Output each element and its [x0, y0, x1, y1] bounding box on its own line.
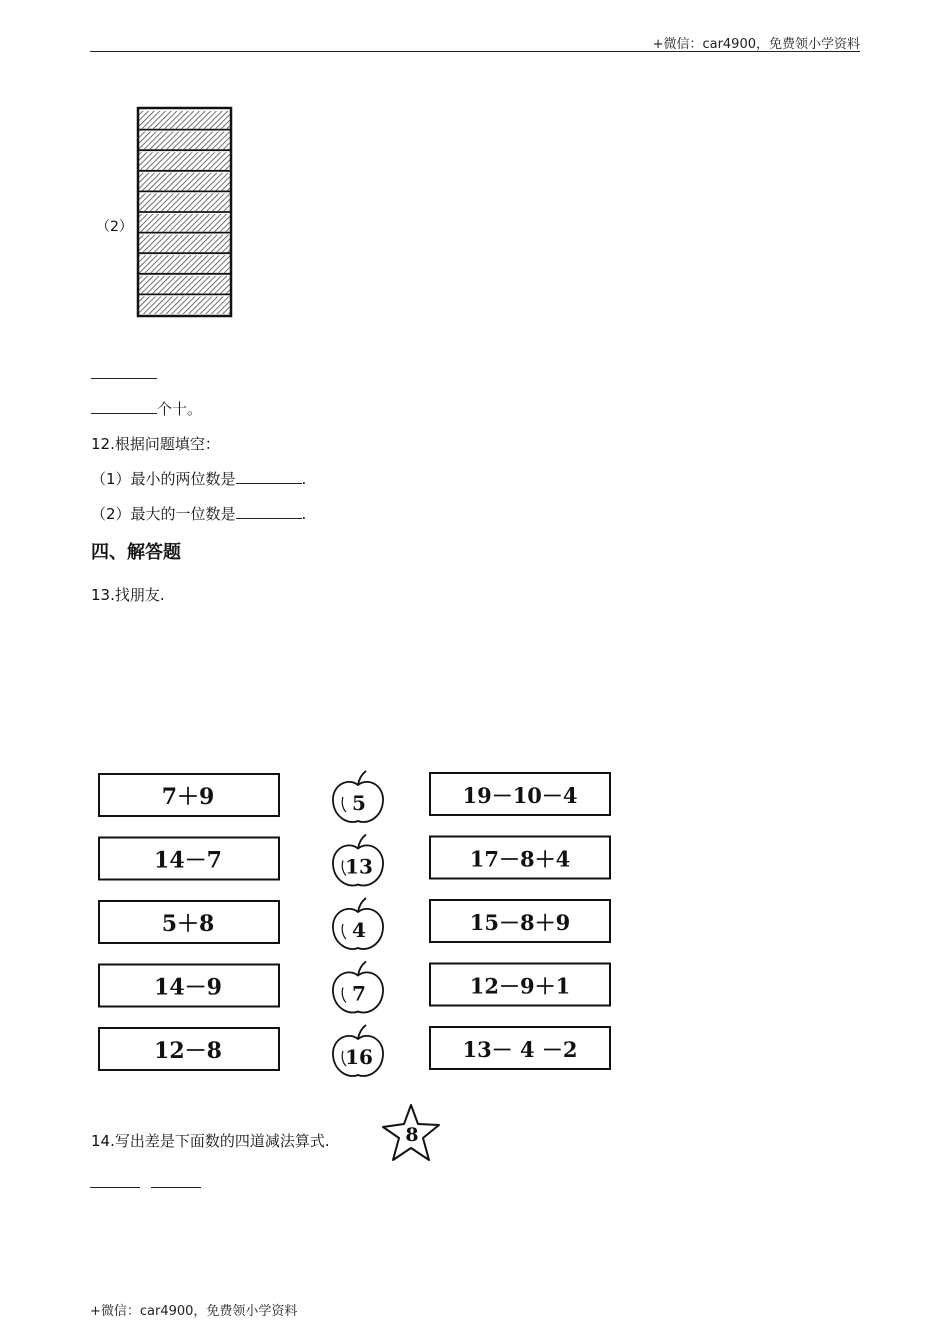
left-expression: 14－9 — [154, 974, 222, 1001]
ten-strips-figure — [136, 106, 236, 320]
star-figure — [378, 1102, 444, 1168]
match-row-1 — [99, 771, 610, 822]
apple-number: 13 — [345, 854, 373, 879]
q12-blank-1[interactable] — [236, 469, 302, 484]
strip-8 — [139, 255, 230, 273]
left-expression: 5＋8 — [161, 911, 215, 937]
match-row-5 — [99, 1025, 610, 1076]
header-note: +微信：car4900，免费领小学资料 — [652, 37, 860, 52]
q14-blank-1[interactable] — [90, 1187, 140, 1188]
q12-item-1: （1）最小的两位数是 . — [91, 470, 307, 488]
answer-blank-2[interactable] — [91, 399, 157, 414]
strip-4 — [139, 173, 230, 191]
star-number: 8 — [405, 1124, 419, 1146]
q13-title: 13.找朋友. — [91, 586, 165, 604]
strip-6 — [139, 214, 230, 232]
matching-figure — [96, 766, 616, 1080]
match-row-3 — [99, 898, 610, 949]
match-row-2 — [99, 835, 610, 886]
strip-5 — [139, 193, 230, 211]
right-expression: 13－ 4 －2 — [462, 1037, 578, 1062]
answer-line-tens: 个十。 — [91, 398, 202, 419]
section-title: 四、解答题 — [91, 542, 181, 563]
apple-number: 4 — [352, 918, 366, 942]
figure-2-label: （2） — [96, 219, 133, 235]
q14-blank-2[interactable] — [151, 1187, 201, 1188]
strip-3 — [139, 152, 230, 170]
header-divider — [90, 51, 860, 52]
apple-number: 5 — [352, 791, 366, 815]
left-expression: 12－8 — [154, 1038, 222, 1064]
strip-7 — [139, 235, 230, 253]
strip-9 — [139, 276, 230, 294]
strip-10 — [139, 296, 230, 314]
right-expression: 19－10－4 — [462, 783, 578, 808]
apple-number: 7 — [352, 981, 366, 1006]
match-row-4 — [99, 962, 610, 1013]
left-expression: 7＋9 — [161, 784, 215, 810]
q12-blank-2[interactable] — [236, 504, 302, 519]
q12-item-2: （2）最大的一位数是 . — [91, 505, 307, 523]
footer-note: +微信：car4900，免费领小学资料 — [90, 1304, 298, 1319]
right-expression: 12－9＋1 — [469, 973, 571, 999]
strip-2 — [139, 132, 230, 150]
apple-number: 16 — [345, 1045, 373, 1069]
left-expression: 14－7 — [154, 847, 222, 874]
answer-blank-1[interactable] — [91, 364, 157, 383]
q14-title: 14.写出差是下面数的四道减法算式. — [91, 1132, 330, 1150]
right-expression: 17－8＋4 — [469, 846, 571, 872]
strip-1 — [139, 111, 230, 129]
right-expression: 15－8＋9 — [469, 910, 571, 935]
q12-title: 12.根据问题填空： — [91, 435, 220, 453]
